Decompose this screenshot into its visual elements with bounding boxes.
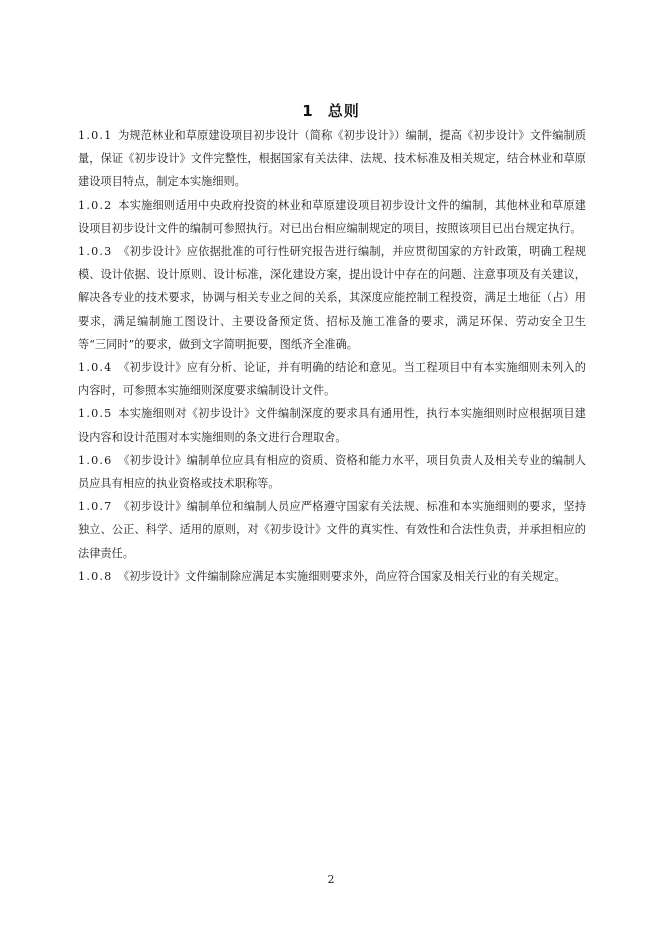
- clause-number: 1.0.2: [78, 198, 113, 212]
- clause-number: 1.0.6: [78, 453, 113, 467]
- chapter-title: [0, 100, 662, 121]
- clause-number: 1.0.1: [78, 129, 113, 142]
- clause-1-0-5: [78, 402, 586, 448]
- clause-list: [78, 124, 586, 588]
- chapter-title-text: 总则: [327, 102, 360, 121]
- clause-1-0-3: [78, 240, 586, 356]
- clause-text: 本实施细则适用中央政府投资的林业和草原建设项目初步设计文件的编制，其他林业和草原建设项目初步设计文件的编制可参照执行。对已出台相应编制规定的项目，按照该项目已出台规定执行。: [78, 198, 586, 235]
- clause-text: 《初步设计》应有分析、论证，并有明确的结论和意见。当工程项目中有本实施细则未列入的内容时，可参照本实施细则深度要求编制设计文件。: [78, 361, 586, 398]
- clause-number: 1.0.3: [78, 245, 113, 259]
- clause-1-0-6: [78, 449, 586, 495]
- clause-1-0-2: [78, 194, 586, 240]
- clause-number: 1.0.8: [78, 569, 113, 583]
- chapter-number: 1: [302, 102, 314, 121]
- clause-number: 1.0.7: [78, 500, 113, 514]
- clause-text: 《初步设计》编制单位和编制人员应严格遵守国家有关法规、标准和本实施细则的要求，坚持独立、公正、科学、适用的原则，对《初步设计》文件的真实性、有效性和合法性负责，并承担相应的法律责任。: [78, 500, 586, 560]
- clause-text: 《初步设计》编制单位应具有相应的资质、资格和能力水平，项目负责人及相关专业的编制人员应具有相应的执业资格或技术职称等。: [78, 453, 586, 491]
- clause-number: 1.0.4: [78, 361, 113, 375]
- clause-1-0-4: [78, 356, 586, 402]
- clause-text: 《初步设计》文件编制除应满足本实施细则要求外，尚应符合国家及相关行业的有关规定。: [118, 569, 566, 583]
- clause-text: 本实施细则对《初步设计》文件编制深度的要求具有通用性，执行本实施细则时应根据项目建设内容和设计范围对本实施细则的条文进行合理取舍。: [78, 407, 586, 444]
- clause-text: 为规范林业和草原建设项目初步设计（简称《初步设计》）编制，提高《初步设计》文件编制质量，保证《初步设计》文件完整性，根据国家有关法律、法规、技术标准及相关规定，结合林业和草原建设项目特点，制定本实施细则。: [78, 129, 587, 189]
- clause-text: 《初步设计》应依据批准的可行性研究报告进行编制，并应贯彻国家的方针政策，明确工程规模、设计依据、设计原则、设计标准，深化建设方案，提出设计中存在的问题、注意事项及有关建议，解决各专业的技术要求，协调与相关专业之间的关系，其深度应能控制工程投资，满足土地征（占）用要求，满足编制施工图设计、主要设备预定货、招标及施工准备的要求，满足环保、劳动安全卫生等“三同时”的要求，做到文字简明扼要，图纸齐全准确。: [78, 245, 586, 351]
- clause-1-0-8: [78, 565, 586, 588]
- clause-1-0-1: [78, 124, 586, 194]
- clause-number: 1.0.5: [78, 407, 113, 421]
- clause-1-0-7: [78, 495, 586, 565]
- page-number: 2: [327, 873, 335, 886]
